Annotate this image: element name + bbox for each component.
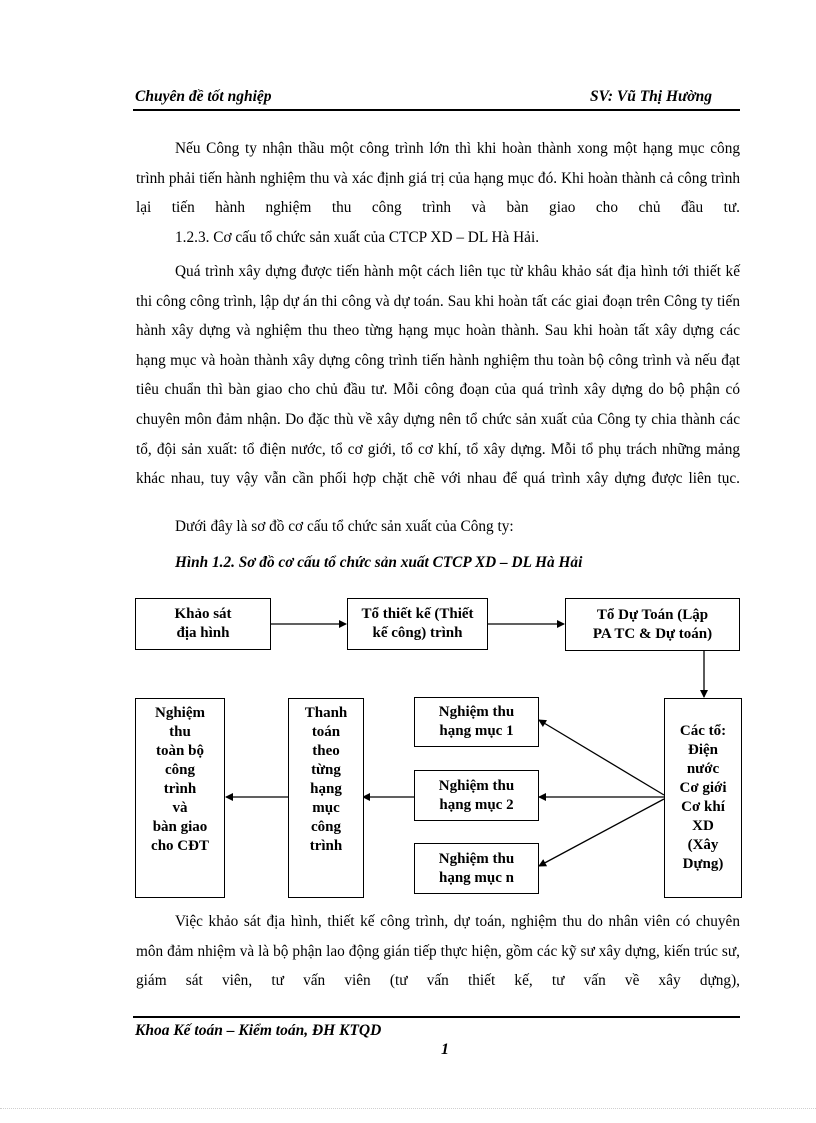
paragraph-4: Việc khảo sát địa hình, thiết kế công trình, dự toán, nghiệm thu do nhân viên có chuyên môn đảm nhiệm và là bộ phận lao động gián tiếp thực hiện, gồm các kỹ sư xây dựng, kiến trúc sư, giám sát viên, tư vấn viên (tư vấn thiết kế, tư vấn về xây dựng), [136, 913, 740, 990]
page-break-line [0, 1108, 816, 1109]
paragraph-2: Quá trình xây dựng được tiến hành một cách liên tục từ khâu khảo sát địa hình tới thiết kế thi công công trình, lập dự án thi công và dự toán. Sau khi hoàn tất các giai đoạn trên Công ty tiến hành xây dựng và nghiệm thu theo từng hạng mục hoàn thành. Sau khi hoàn tất xây dựng các hạng mục và hoàn thành xây dựng công trình tiến hành nghiệm thu toàn bộ công trình và nếu đạt tiêu chuẩn thì bàn giao cho chủ đầu tư. Mỗi công đoạn của quá trình xây dựng do bộ phận có chuyên môn đảm nhận. Do đặc thù về xây dựng nên tổ chức sản xuất của Công ty chia thành các tổ, đội sản xuất: tổ điện nước, tổ cơ giới, tổ cơ khí, tổ xây dựng. Mỗi tổ phụ trách những mảng khác nhau, tuy vậy vẫn cần phối hợp chặt chẽ với nhau để quá trình xây dựng được liên tục. [136, 263, 740, 488]
arrow-cac-to-to-ntn [539, 799, 664, 866]
box-nghiem-thu-hang-muc-n: Nghiệm thu hạng mục n [414, 843, 539, 894]
footer-left: Khoa Kế toán – Kiểm toán, ĐH KTQD [135, 1022, 382, 1039]
box-khao-sat-dia-hinh: Khảo sát địa hình [135, 598, 271, 650]
box-to-du-toan: Tổ Dự Toán (Lập PA TC & Dự toán) [565, 598, 740, 651]
box-thanh-toan: Thanh toán theo từng hạng mục công trình [288, 698, 364, 898]
box-to-thiet-ke: Tổ thiết kế (Thiết kế công) trình [347, 598, 488, 650]
arrow-cac-to-to-nt1 [539, 720, 664, 795]
paragraph-3: Dưới đây là sơ đồ cơ cấu tổ chức sản xuất của Công ty: [175, 518, 514, 535]
box-nghiem-thu-hang-muc-1: Nghiệm thu hạng mục 1 [414, 697, 539, 747]
page-footer [133, 1016, 740, 1039]
box-cac-to-san-xuat: Các tổ: Điện nước Cơ giới Cơ khí XD (Xây Dựng) [664, 698, 742, 898]
page-number: 1 [441, 1041, 449, 1058]
paragraph-1: Nếu Công ty nhận thầu một công trình lớn thì khi hoàn thành xong một hạng mục công trình phải tiến hành nghiệm thu và xác định giá trị của hạng mục đó. Khi hoàn thành cả công trình lại tiến hành nghiệm thu công trình và bàn giao cho chủ đầu tư. [136, 140, 740, 217]
figure-caption: Hình 1.2. Sơ đồ cơ cấu tổ chức sản xuất CTCP XD – DL Hà Hải [175, 554, 583, 571]
header-right: SV: Vũ Thị Hường [590, 88, 712, 105]
box-nghiem-thu-hang-muc-2: Nghiệm thu hạng mục 2 [414, 770, 539, 821]
header-left: Chuyên đề tốt nghiệp [135, 88, 272, 105]
box-nghiem-thu-toan-bo: Nghiệm thu toàn bộ công trình và bàn giao cho CĐT [135, 698, 225, 898]
section-heading: 1.2.3. Cơ cấu tổ chức sản xuất của CTCP XD – DL Hà Hải. [175, 229, 540, 246]
